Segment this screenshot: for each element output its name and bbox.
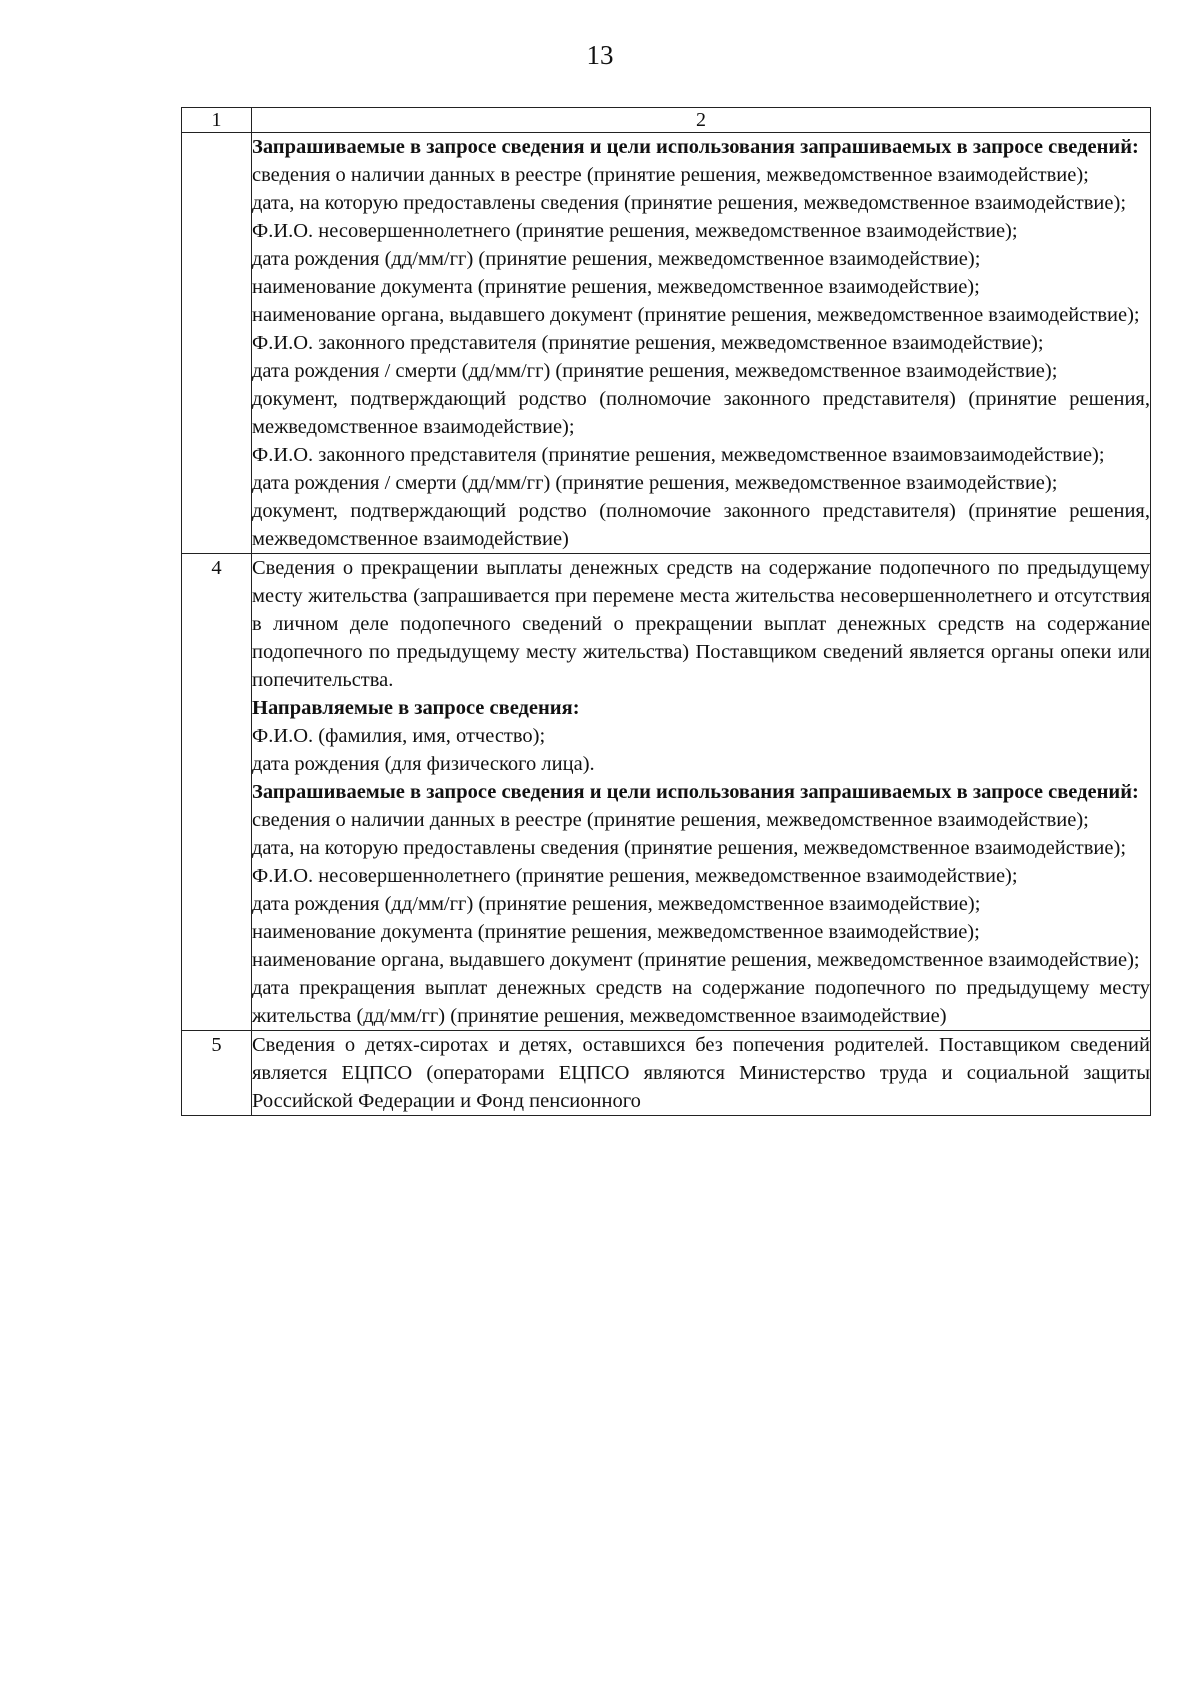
section-heading: Направляемые в запросе сведения: bbox=[252, 697, 580, 719]
header-col-1: 1 bbox=[182, 108, 252, 133]
content-line: наименование органа, выдавшего документ (принятие решения, межведомственное взаимодействие); bbox=[252, 304, 1140, 326]
table-row bbox=[182, 133, 1151, 554]
content-line: документ, подтверждающий родство (полномочие законного представителя) (принятие решения, межведомственное взаимодействие) bbox=[252, 500, 1150, 550]
table-header-row bbox=[182, 108, 1151, 133]
content-line: дата рождения (дд/мм/гг) (принятие решения, межведомственное взаимодействие); bbox=[252, 248, 981, 270]
content-line: дата прекращения выплат денежных средств на содержание подопечного по предыдущему месту жительства (дд/мм/гг) (принятие решения, межведомственное взаимодействие) bbox=[252, 977, 1150, 1027]
content-line: дата рождения (дд/мм/гг) (принятие решения, межведомственное взаимодействие); bbox=[252, 893, 981, 915]
page-number: 13 bbox=[586, 40, 614, 70]
table-row bbox=[182, 1031, 1151, 1116]
content-line: Сведения о детях-сиротах и детях, оставшихся без попечения родителей. Поставщиком сведений является ЕЦПСО (операторами ЕЦПСО являются Министерство труда и социальной защиты Российской Федерации и Фонд пенсионного bbox=[252, 1034, 1150, 1112]
content-line: дата, на которую предоставлены сведения (принятие решения, межведомственное взаимодействие); bbox=[252, 837, 1127, 859]
row-number bbox=[182, 133, 252, 554]
content-line: дата рождения / смерти (дд/мм/гг) (принятие решения, межведомственное взаимодействие); bbox=[252, 472, 1058, 494]
content-line: наименование документа (принятие решения, межведомственное взаимодействие); bbox=[252, 276, 980, 298]
row-number: 5 bbox=[182, 1031, 252, 1116]
content-line: Ф.И.О. законного представителя (принятие решения, межведомственное взаимовзаимодействие); bbox=[252, 444, 1105, 466]
requirements-table bbox=[181, 107, 1151, 1116]
row-content bbox=[252, 133, 1151, 554]
section-heading: Запрашиваемые в запросе сведения и цели использования запрашиваемых в запросе сведений: bbox=[252, 781, 1139, 803]
content-line: Ф.И.О. законного представителя (принятие решения, межведомственное взаимодействие); bbox=[252, 332, 1044, 354]
content-line: дата, на которую предоставлены сведения (принятие решения, межведомственное взаимодействие); bbox=[252, 192, 1127, 214]
row-number: 4 bbox=[182, 554, 252, 1031]
content-line: дата рождения / смерти (дд/мм/гг) (принятие решения, межведомственное взаимодействие); bbox=[252, 360, 1058, 382]
content-line: Ф.И.О. несовершеннолетнего (принятие решения, межведомственное взаимодействие); bbox=[252, 865, 1018, 887]
content-line: документ, подтверждающий родство (полномочие законного представителя) (принятие решения, межведомственное взаимодействие); bbox=[252, 388, 1150, 438]
content-line: сведения о наличии данных в реестре (принятие решения, межведомственное взаимодействие); bbox=[252, 809, 1089, 831]
header-col-2: 2 bbox=[252, 108, 1151, 133]
content-line: сведения о наличии данных в реестре (принятие решения, межведомственное взаимодействие); bbox=[252, 164, 1089, 186]
content-line: наименование органа, выдавшего документ (принятие решения, межведомственное взаимодействие); bbox=[252, 949, 1140, 971]
content-line: Ф.И.О. (фамилия, имя, отчество); bbox=[252, 725, 546, 747]
row-content bbox=[252, 1031, 1151, 1116]
content-line: Ф.И.О. несовершеннолетнего (принятие решения, межведомственное взаимодействие); bbox=[252, 220, 1018, 242]
section-heading: Запрашиваемые в запросе сведения и цели использования запрашиваемых в запросе сведений: bbox=[252, 136, 1139, 158]
content-line: Сведения о прекращении выплаты денежных средств на содержание подопечного по предыдущему месту жительства (запрашивается при перемене места жительства несовершеннолетнего и отсутствия в личном деле подопечного сведений о прекращении выплат денежных средств на содержание подопечного по предыдущему месту жительства) Поставщиком сведений является органы опеки или попечительства. bbox=[252, 557, 1150, 691]
content-line: наименование документа (принятие решения, межведомственное взаимодействие); bbox=[252, 921, 980, 943]
content-line: дата рождения (для физического лица). bbox=[252, 753, 595, 775]
row-content bbox=[252, 554, 1151, 1031]
table-row bbox=[182, 554, 1151, 1031]
